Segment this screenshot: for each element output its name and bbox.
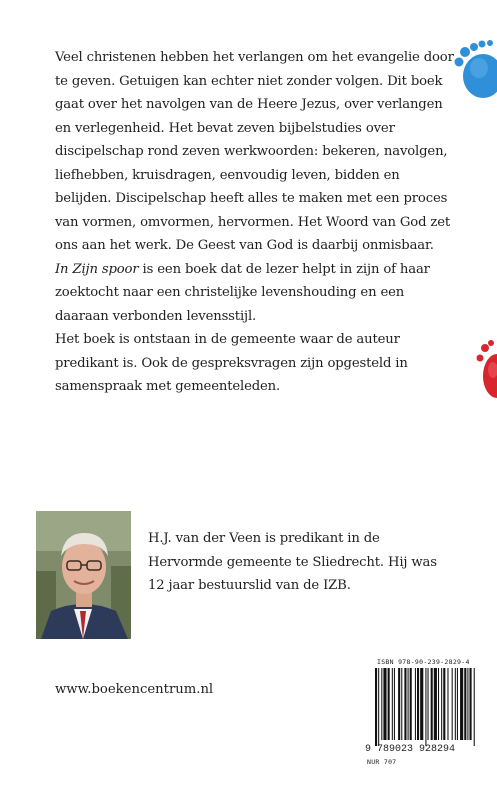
barcode-bar xyxy=(434,668,437,740)
barcode-bar xyxy=(417,668,419,740)
publisher-website[interactable]: www.boekencentrum.nl xyxy=(55,682,214,697)
author-bio-text: is predikant in de Hervormde gemeente te Sliedrecht. Hij was 12 jaar bestuurslid van de IZB. xyxy=(148,531,437,593)
barcode-bar xyxy=(438,668,439,740)
barcode-bar xyxy=(378,668,379,746)
barcode-bar xyxy=(431,668,433,740)
barcode-bar xyxy=(383,668,386,740)
barcode-bars xyxy=(365,668,480,746)
barcode-bar xyxy=(381,668,382,740)
barcode-bar xyxy=(443,668,445,740)
barcode-bar xyxy=(398,668,400,740)
back-cover-blurb xyxy=(55,46,455,399)
barcode-bar xyxy=(404,668,406,740)
barcode-bar xyxy=(474,668,475,746)
barcode-bar xyxy=(467,668,468,740)
barcode-bar xyxy=(401,668,402,740)
blurb-paragraph-1: Veel christenen hebben het verlangen om het evangelie door te geven. Getuigen kan echter niet zonder volgen. Dit boek gaat over het navolgen van de Heere Jezus, over verlangen en verlegenheid. Het bevat zeven bijbelstudies over discipelschap rond zeven werkwoorden: bekeren, navolgen, liefhebben, kruisdragen, eenvoudig leven, bidden en belijden. Discipelschap heeft alles te maken met een proces van vormen, omvormen, hervormen. Het Woord van God zet ons aan het werk. De Geest van God is daarbij onmisbaar. xyxy=(55,50,454,253)
blurb-paragraph-2 xyxy=(55,258,455,329)
author-bio xyxy=(148,527,448,598)
nur-label: NUR 707 xyxy=(367,758,397,766)
barcode xyxy=(365,668,480,756)
author-name: H.J. van der Veen xyxy=(148,531,261,546)
footprint-red-icon xyxy=(475,338,497,408)
barcode-bar xyxy=(464,668,466,740)
barcode-bar xyxy=(408,668,409,740)
book-title: In Zijn spoor xyxy=(55,261,139,277)
barcode-bar xyxy=(392,668,393,740)
barcode-digits: 9 789023 928294 xyxy=(365,744,456,755)
barcode-bar xyxy=(455,668,456,740)
barcode-bar xyxy=(394,668,395,740)
barcode-bar xyxy=(420,668,423,740)
footprint-blue-icon xyxy=(451,38,497,98)
barcode-bar xyxy=(460,668,463,740)
blurb-paragraph-2-text: is een boek dat de lezer helpt in zijn of haar zoektocht naar een christelijke levenshouding en een daaraan verbonden levensstijl. xyxy=(55,261,430,324)
barcode-bar xyxy=(375,668,377,746)
barcode-bar xyxy=(452,668,453,740)
barcode-bar xyxy=(470,668,472,740)
barcode-bar xyxy=(415,668,416,740)
barcode-bar xyxy=(410,668,412,740)
barcode-block xyxy=(365,657,480,772)
author-photo xyxy=(36,511,131,639)
isbn-label: ISBN 978-90-239-2829-4 xyxy=(377,658,470,666)
barcode-bar xyxy=(447,668,448,740)
barcode-bar xyxy=(425,668,426,746)
barcode-bar xyxy=(441,668,442,740)
barcode-bar xyxy=(388,668,390,740)
barcode-bar xyxy=(457,668,458,740)
barcode-bar xyxy=(428,668,429,740)
blurb-paragraph-3: Het boek is ontstaan in de gemeente waar de auteur predikant is. Ook de gespreksvragen zijn opgesteld in samenspraak met gemeenteleden. xyxy=(55,332,408,394)
